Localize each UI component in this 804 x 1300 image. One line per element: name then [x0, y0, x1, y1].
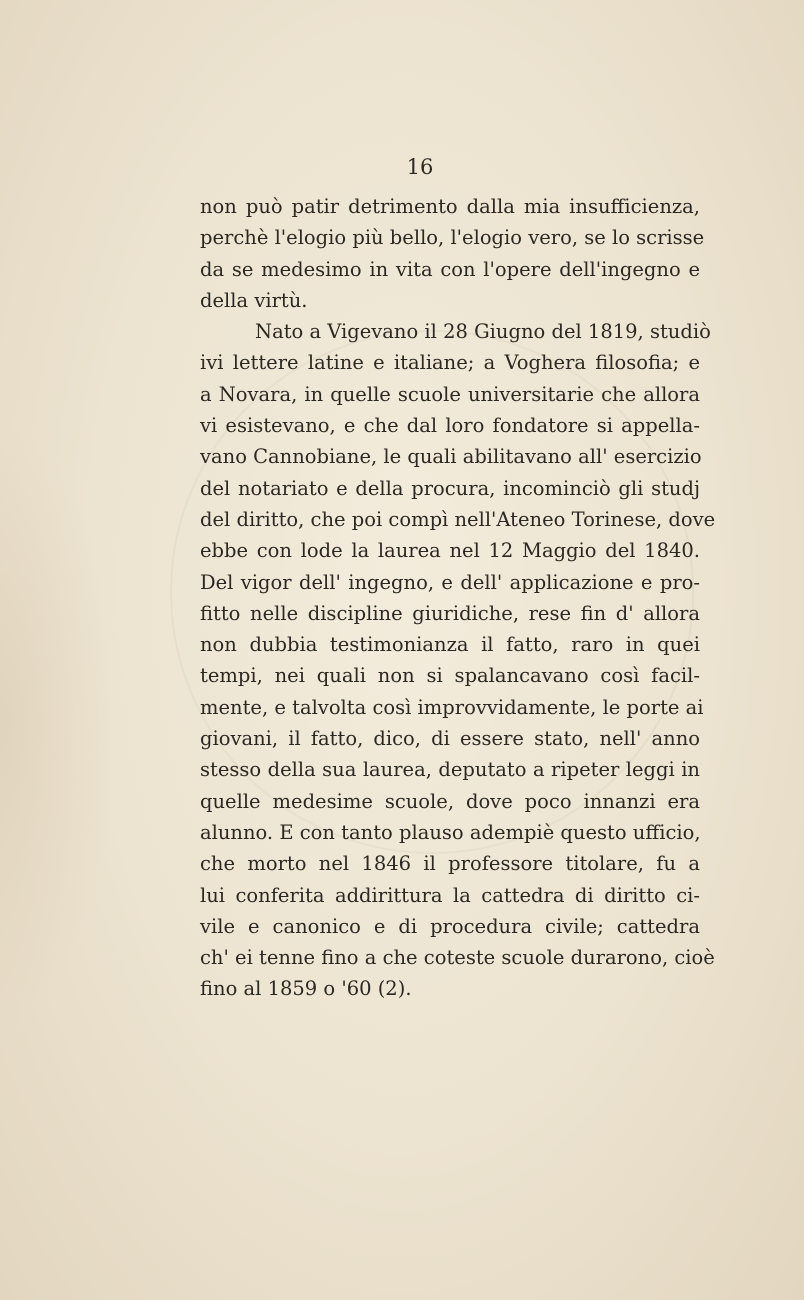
text-line: della virtù. — [200, 288, 308, 312]
text-line: che morto nel 1846 il professore titolare, fu a — [200, 852, 700, 876]
text-line: ivi lettere latine e italiane; a Voghera filosofia; e — [200, 351, 700, 375]
paper-stain — [0, 420, 120, 1020]
text-line: vano Cannobiane, le quali abilitavano all' esercizio — [200, 445, 702, 469]
page-number: 16 — [406, 155, 434, 179]
text-line: Nato a Vigevano il 28 Giugno del 1819, studiò — [255, 320, 711, 344]
text-line: del notariato e della procura, incominciò gli studj — [200, 476, 700, 500]
text-line: ebbe con lode la laurea nel 12 Maggio del 1840. — [200, 539, 700, 563]
text-line: mente, e talvolta così improvvidamente, le porte ai — [200, 695, 704, 719]
body-text — [200, 191, 716, 1005]
text-line: Del vigor dell' ingegno, e dell' applicazione e pro- — [200, 570, 700, 594]
text-line: non può patir detrimento dalla mia insufficienza, — [200, 195, 700, 218]
text-line: giovani, il fatto, dico, di essere stato, nell' anno — [200, 727, 700, 751]
text-line: stesso della sua laurea, deputato a ripeter leggi in — [200, 758, 700, 782]
text-line: fitto nelle discipline giuridiche, rese fin d' allora — [200, 601, 700, 625]
text-line: fino al 1859 o '60 (2). — [200, 977, 412, 1001]
text-line: vi esistevano, e che dal loro fondatore si appella- — [200, 414, 700, 438]
text-line: non dubbia testimonianza il fatto, raro in quei — [200, 633, 700, 657]
text-line: vile e canonico e di procedura civile; cattedra — [200, 914, 700, 938]
text-line: da se medesimo in vita con l'opere dell'ingegno e — [200, 257, 700, 281]
text-line: perchè l'elogio più bello, l'elogio vero, se lo scrisse — [200, 226, 705, 250]
text-line: quelle medesime scuole, dove poco innanzi era — [200, 789, 700, 813]
text-line: tempi, nei quali non si spalancavano così facil- — [200, 664, 700, 688]
text-line: a Novara, in quelle scuole universitarie che allora — [200, 382, 700, 406]
text-line: alunno. E con tanto plauso adempiè questo ufficio, — [200, 820, 701, 844]
text-line: del diritto, che poi compì nell'Ateneo Torinese, dove — [200, 507, 716, 531]
text-line: ch' ei tenne fino a che coteste scuole durarono, cioè — [200, 946, 715, 970]
text-line: lui conferita addirittura la cattedra di diritto ci- — [200, 883, 700, 907]
